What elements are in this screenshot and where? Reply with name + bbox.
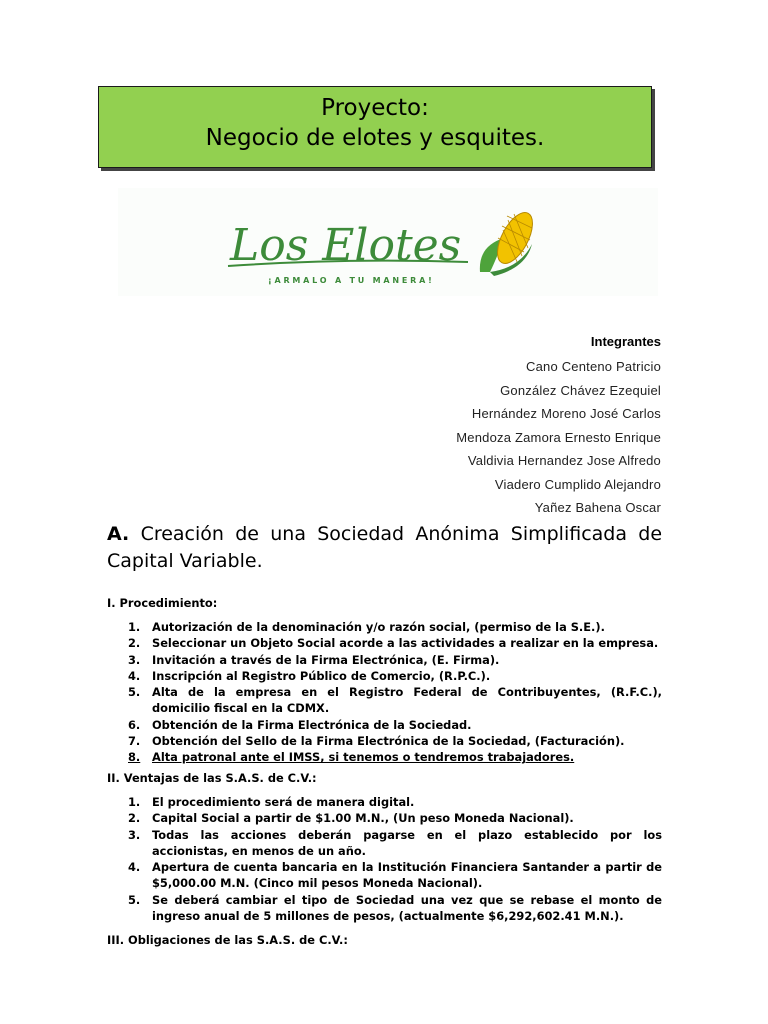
item-text: Autorización de la denominación y/o razón social, (permiso de la S.E.).	[152, 620, 605, 634]
item-text: Invitación a través de la Firma Electrónica, (E. Firma).	[152, 652, 500, 667]
list-item	[107, 733, 662, 749]
item-number: 2.	[128, 636, 141, 651]
members-list	[456, 333, 661, 520]
item-text: Obtención de la Firma Electrónica de la Sociedad.	[152, 717, 472, 732]
logo-graphic	[118, 188, 658, 296]
item-text: Obtención del Sello de la Firma Electrónica de la Sociedad, (Facturación).	[152, 734, 625, 749]
procedimiento-heading: I. Procedimiento:	[107, 596, 218, 610]
item-text: Se deberá cambiar el tipo de Sociedad una vez que se rebase el monto de ingreso anual de 5 millones de pesos, (actualmente $6,292,602.41 M.N.).	[152, 892, 662, 924]
member-name: Hernández Moreno José Carlos	[471, 406, 661, 421]
item-number: 4.	[128, 668, 141, 683]
item-number: 7.	[128, 734, 141, 749]
member-name: Viadero Cumplido Alejandro	[494, 476, 661, 492]
list-item	[107, 668, 662, 684]
title-line-1: Proyecto:	[321, 95, 429, 121]
item-text: Alta de la empresa en el Registro Federal de Contribuyentes, (R.F.C.), domicilio fiscal en la CDMX.	[152, 685, 662, 716]
list-item	[107, 619, 662, 635]
title-line-2: Negocio de elotes y esquites.	[205, 125, 545, 151]
section-a-title: Creación de una Sociedad Anónima Simplificada de Capital Variable.	[107, 523, 663, 572]
item-number: 5.	[128, 892, 141, 907]
list-item	[107, 810, 662, 826]
item-text: Seleccionar un Objeto Social acorde a las actividades a realizar en la empresa.	[152, 636, 659, 651]
item-number: 3.	[128, 652, 141, 667]
members-heading: Integrantes	[590, 334, 661, 349]
member-name: González Chávez Ezequiel	[500, 382, 661, 398]
item-number: 6.	[128, 717, 141, 732]
list-item	[107, 635, 662, 651]
brand-logo	[118, 188, 658, 296]
obligaciones-heading: III. Obligaciones de las S.A.S. de C.V.:	[107, 933, 348, 947]
list-item	[107, 892, 662, 925]
item-number: 1.	[128, 620, 141, 634]
item-number: 5.	[128, 685, 141, 700]
item-number: 3.	[128, 827, 141, 842]
obligaciones-section	[107, 933, 662, 947]
procedimiento-list	[107, 619, 662, 766]
item-text: El procedimiento será de manera digital.	[152, 795, 415, 809]
item-text: Inscripción al Registro Público de Comercio, (R.P.C.).	[152, 668, 491, 683]
member-name: Yañez Bahena Oscar	[534, 500, 661, 515]
item-number: 8.	[128, 750, 141, 765]
section-a-letter: A.	[107, 523, 130, 545]
member-name: Valdivia Hernandez Jose Alfredo	[467, 453, 661, 468]
list-item	[107, 684, 662, 717]
ventajas-list	[107, 794, 662, 924]
list-item	[107, 859, 662, 892]
item-number: 1.	[128, 795, 141, 809]
logo-tagline: ¡ARMALO A TU MANERA!	[268, 276, 435, 285]
project-title-box	[98, 86, 652, 168]
section-a-heading	[107, 521, 662, 575]
item-text: Alta patronal ante el IMSS, si tenemos o tendremos trabajadores.	[152, 750, 575, 765]
procedimiento-section	[107, 596, 662, 766]
item-text: Todas las acciones deberán pagarse en el plazo establecido por los accionistas, en menos de un año.	[152, 827, 662, 858]
ventajas-heading: II. Ventajas de las S.A.S. de C.V.:	[107, 771, 317, 785]
list-item	[107, 827, 662, 860]
list-item	[107, 794, 662, 810]
member-name: Cano Centeno Patricio	[526, 359, 661, 374]
item-number: 2.	[128, 811, 141, 826]
member-name: Mendoza Zamora Ernesto Enrique	[456, 429, 661, 445]
list-item	[107, 652, 662, 668]
corn-icon	[480, 207, 540, 276]
list-item	[107, 749, 662, 765]
item-text: Apertura de cuenta bancaria en la Institución Financiera Santander a partir de $5,000.00 M.N. (Cinco mil pesos Moneda Nacional).	[152, 860, 662, 891]
logo-brand-text: Los Elotes	[230, 220, 462, 271]
list-item	[107, 717, 662, 733]
item-text: Capital Social a partir de $1.00 M.N., (Un peso Moneda Nacional).	[152, 811, 574, 826]
ventajas-section	[107, 771, 662, 924]
item-number: 4.	[128, 860, 141, 875]
